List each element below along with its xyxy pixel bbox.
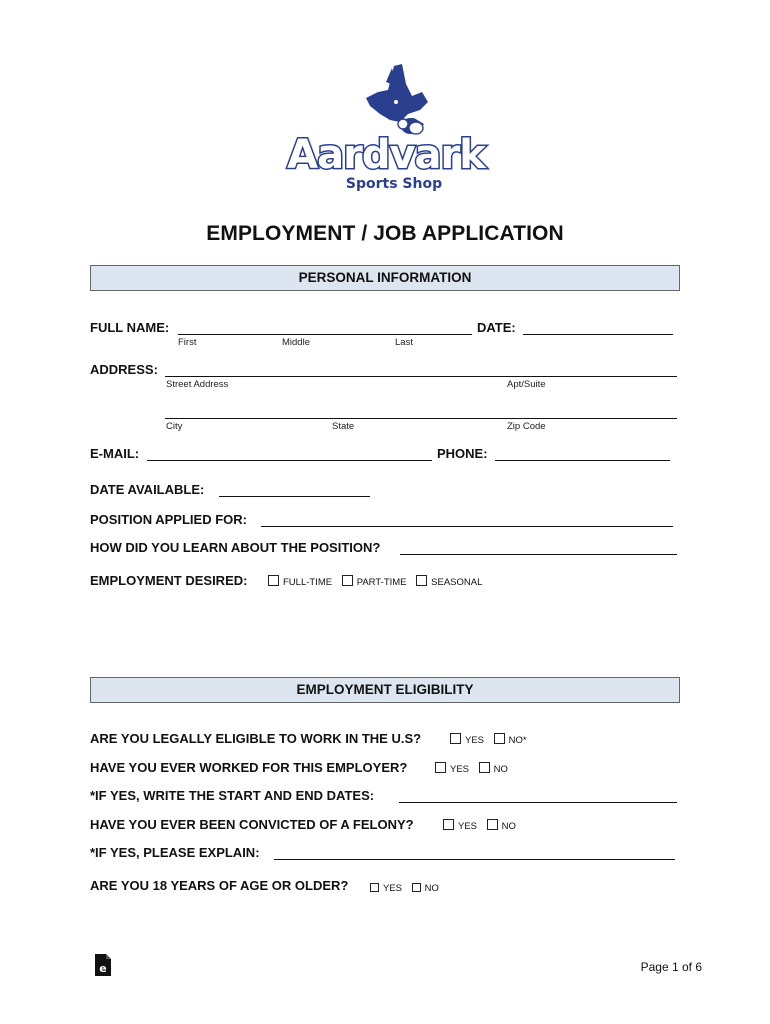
zip-code-sublabel: Zip Code (507, 421, 546, 432)
q-worked-options (435, 760, 514, 775)
worked-yes-option: YES (450, 764, 470, 775)
part-time-option: PART-TIME (356, 577, 407, 588)
q-explain: *IF YES, PLEASE EXPLAIN: (90, 845, 260, 860)
first-sublabel: First (178, 337, 197, 348)
street-address-field[interactable] (165, 376, 677, 377)
age-yes-checkbox[interactable] (370, 883, 379, 892)
state-sublabel: State (332, 421, 355, 432)
full-name-label: FULL NAME: (90, 320, 170, 335)
legal-yes-option: YES (465, 735, 485, 746)
seasonal-option: SEASONAL (431, 577, 483, 588)
svg-text:e: e (99, 962, 107, 975)
full-time-checkbox[interactable] (268, 575, 279, 586)
age-yes-option: YES (383, 883, 403, 894)
logo-tagline: Sports Shop (345, 176, 443, 192)
q-legal-options (450, 731, 533, 746)
date-label: DATE: (477, 320, 516, 335)
felony-yes-option: YES (458, 821, 478, 832)
last-sublabel: Last (395, 337, 413, 348)
legal-no-checkbox[interactable] (494, 733, 505, 744)
q-start-end-dates: *IF YES, WRITE THE START AND END DATES: (90, 788, 375, 803)
date-available-field[interactable] (219, 496, 370, 497)
date-available-label: DATE AVAILABLE: (90, 482, 205, 497)
legal-no-option: NO* (508, 735, 527, 746)
email-field[interactable] (147, 460, 432, 461)
q-felony-options (443, 817, 522, 832)
page-title: EMPLOYMENT / JOB APPLICATION (206, 222, 564, 245)
learn-label: HOW DID YOU LEARN ABOUT THE POSITION? (90, 540, 381, 555)
address-label: ADDRESS: (90, 362, 158, 377)
employment-desired-label: EMPLOYMENT DESIRED: (90, 573, 248, 588)
felony-yes-checkbox[interactable] (443, 819, 454, 830)
q-age: ARE YOU 18 YEARS OF AGE OR OLDER? (90, 878, 349, 893)
legal-yes-checkbox[interactable] (450, 733, 461, 744)
email-label: E-MAIL: (90, 446, 140, 461)
phone-field[interactable] (495, 460, 670, 461)
position-label: POSITION APPLIED FOR: (90, 512, 247, 527)
worked-no-option: NO (493, 764, 508, 775)
full-name-field[interactable] (178, 334, 472, 335)
date-field[interactable] (523, 334, 673, 335)
q-felony: HAVE YOU EVER BEEN CONVICTED OF A FELONY? (90, 817, 414, 832)
seasonal-checkbox[interactable] (416, 575, 427, 586)
q-worked-before: HAVE YOU EVER WORKED FOR THIS EMPLOYER? (90, 760, 408, 775)
worked-no-checkbox[interactable] (479, 762, 490, 773)
explain-field[interactable] (274, 859, 675, 860)
phone-label: PHONE: (437, 446, 488, 461)
aardvark-logo (282, 62, 490, 196)
felony-no-option: NO (501, 821, 516, 832)
city-sublabel: City (166, 421, 183, 432)
street-address-sublabel: Street Address (166, 379, 229, 390)
q-legal-eligible: ARE YOU LEGALLY ELIGIBLE TO WORK IN THE U.S? (90, 731, 422, 746)
full-time-option: FULL-TIME (283, 577, 333, 588)
age-no-checkbox[interactable] (412, 883, 421, 892)
start-end-dates-field[interactable] (399, 802, 677, 803)
learn-field[interactable] (400, 554, 677, 555)
apt-suite-sublabel: Apt/Suite (507, 379, 546, 390)
section-header-eligibility: EMPLOYMENT ELIGIBILITY (90, 677, 680, 703)
worked-yes-checkbox[interactable] (435, 762, 446, 773)
felony-no-checkbox[interactable] (487, 819, 498, 830)
logo-wordmark: Aardvark (287, 132, 485, 178)
part-time-checkbox[interactable] (342, 575, 353, 586)
document-e-icon (94, 953, 112, 977)
q-age-options (370, 879, 445, 894)
age-no-option: NO (424, 883, 439, 894)
middle-sublabel: Middle (282, 337, 310, 348)
page-number: Page 1 of 6 (640, 960, 702, 974)
position-field[interactable] (261, 526, 673, 527)
employment-options (268, 573, 488, 588)
section-header-personal: PERSONAL INFORMATION (90, 265, 680, 291)
city-state-zip-field[interactable] (165, 418, 677, 419)
